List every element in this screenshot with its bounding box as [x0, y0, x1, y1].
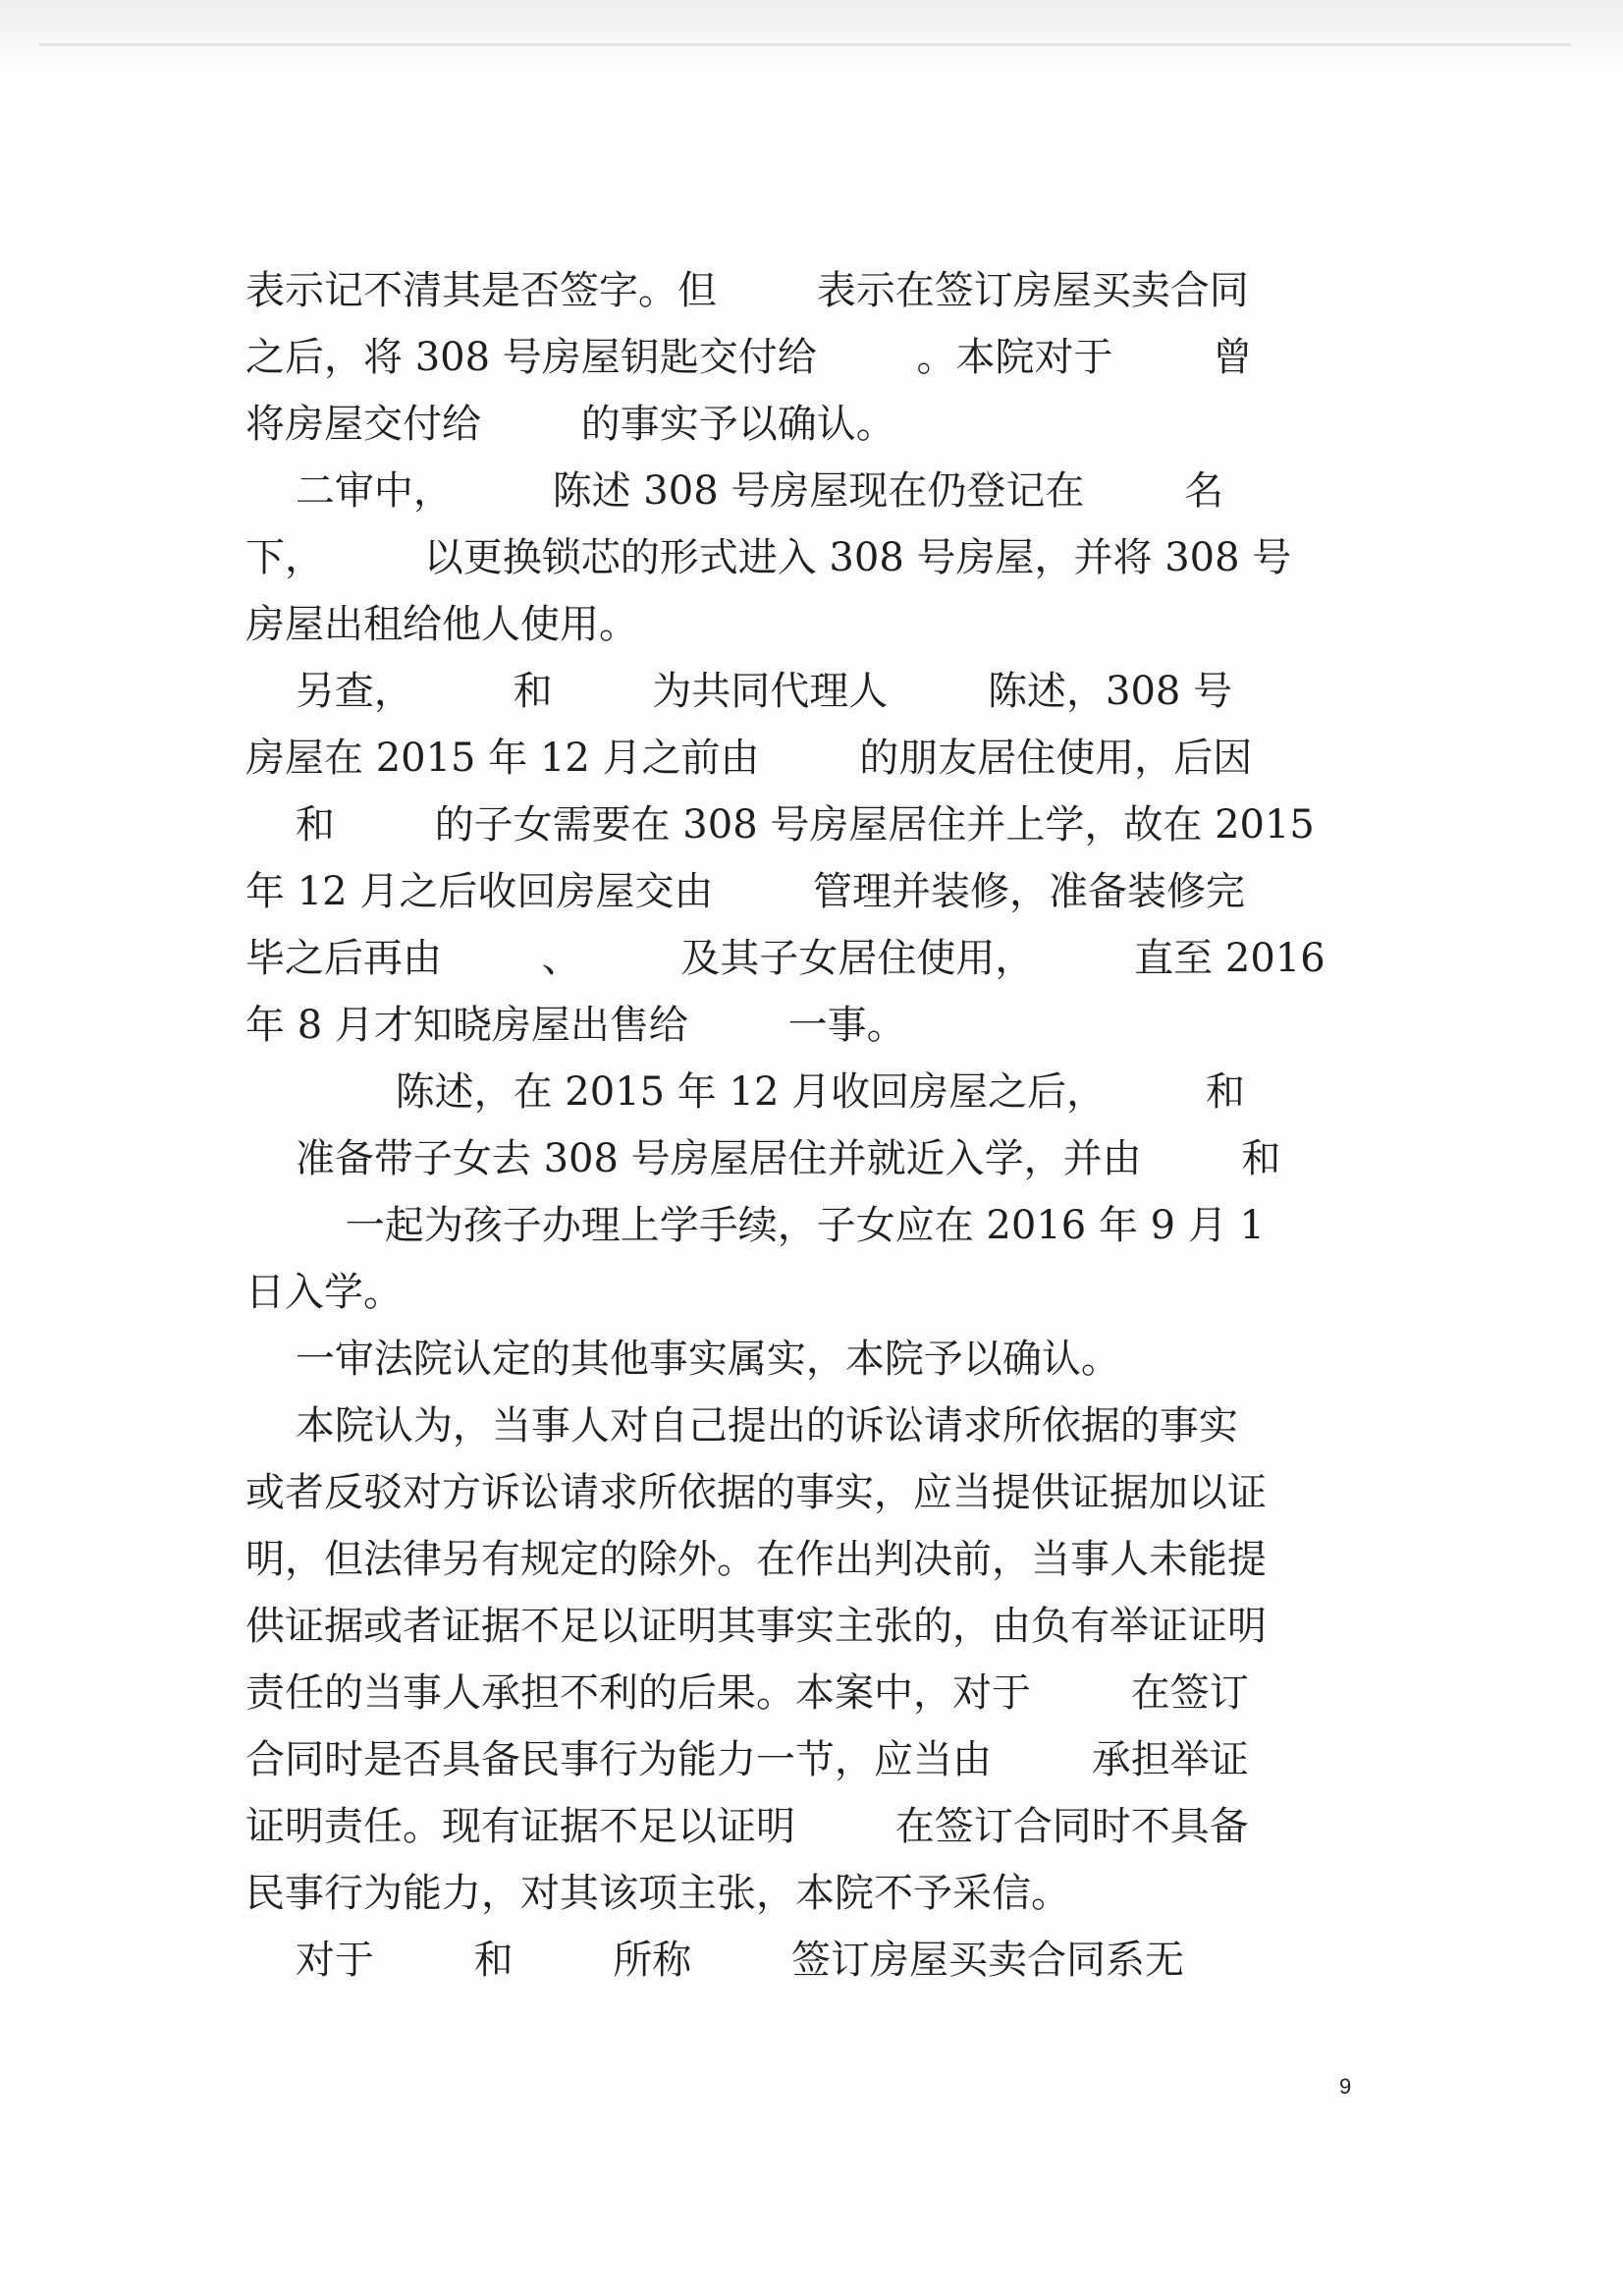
text-line-23: 合同时是否具备民事行为能力一节，应当由 承担举证	[245, 1737, 1249, 1782]
text-line-8: 房屋在 2015 年 12 月之前由 的朋友居住使用，后因	[245, 736, 1253, 781]
text-line-21: 供证据或者证据不足以证明其事实主张的，由负有举证证明	[245, 1604, 1267, 1649]
text-line-20: 明，但法律另有规定的除外。在作出判决前，当事人未能提	[245, 1537, 1267, 1582]
text-line-13: 陈述，在 2015 年 12 月收回房屋之后， 和	[245, 1069, 1245, 1115]
text-line-5: 下， 以更换锁芯的形式进入 308 号房屋，并将 308 号	[245, 535, 1292, 580]
page-number: 9	[1339, 2074, 1352, 2099]
text-line-24: 证明责任。现有证据不足以证明 在签订合同时不具备	[245, 1804, 1249, 1849]
text-line-9: 和 的子女需要在 308 号房屋居住并上学，故在 2015	[245, 802, 1315, 847]
text-line-17: 一审法院认定的其他事实属实，本院予以确认。	[245, 1337, 1120, 1382]
text-line-10: 年 12 月之后收回房屋交由 管理并装修，准备装修完	[245, 869, 1246, 914]
text-line-12: 年 8 月才知晓房屋出售给 一事。	[245, 1003, 906, 1048]
scan-artifact-line	[39, 43, 1571, 46]
text-line-6: 房屋出租给他人使用。	[245, 602, 638, 647]
text-line-11: 毕之后再由 、 及其子女居住使用， 直至 2016	[245, 936, 1325, 981]
text-line-14: 准备带子女去 308 号房屋居住并就近入学，并由 和	[245, 1136, 1281, 1181]
text-line-22: 责任的当事人承担不利的后果。本案中，对于 在签订	[245, 1670, 1249, 1716]
text-line-16: 日入学。	[245, 1270, 403, 1315]
text-line-2: 之后，将 308 号房屋钥匙交付给 。本院对于 曾	[245, 335, 1253, 380]
text-line-19: 或者反驳对方诉讼请求所依据的事实，应当提供证据加以证	[245, 1470, 1267, 1515]
text-line-26: 对于 和 所称 签订房屋买卖合同系无	[245, 1938, 1185, 1983]
text-line-15: 一起为孩子办理上学手续，子女应在 2016 年 9 月 1	[245, 1203, 1265, 1248]
text-line-3: 将房屋交付给 的事实予以确认。	[245, 402, 895, 447]
text-line-25: 民事行为能力，对其该项主张，本院不予采信。	[245, 1871, 1070, 1916]
scan-top-shadow	[0, 0, 1623, 69]
text-line-18: 本院认为，当事人对自己提出的诉讼请求所依据的事实	[245, 1403, 1238, 1449]
judgment-body-text	[245, 257, 1345, 1994]
text-line-7: 另查， 和 为共同代理人 陈述，308 号	[245, 669, 1233, 714]
text-line-4: 二审中， 陈述 308 号房屋现在仍登记在 名	[245, 468, 1224, 514]
text-line-1: 表示记不清其是否签字。但 表示在签订房屋买卖合同	[245, 268, 1249, 313]
